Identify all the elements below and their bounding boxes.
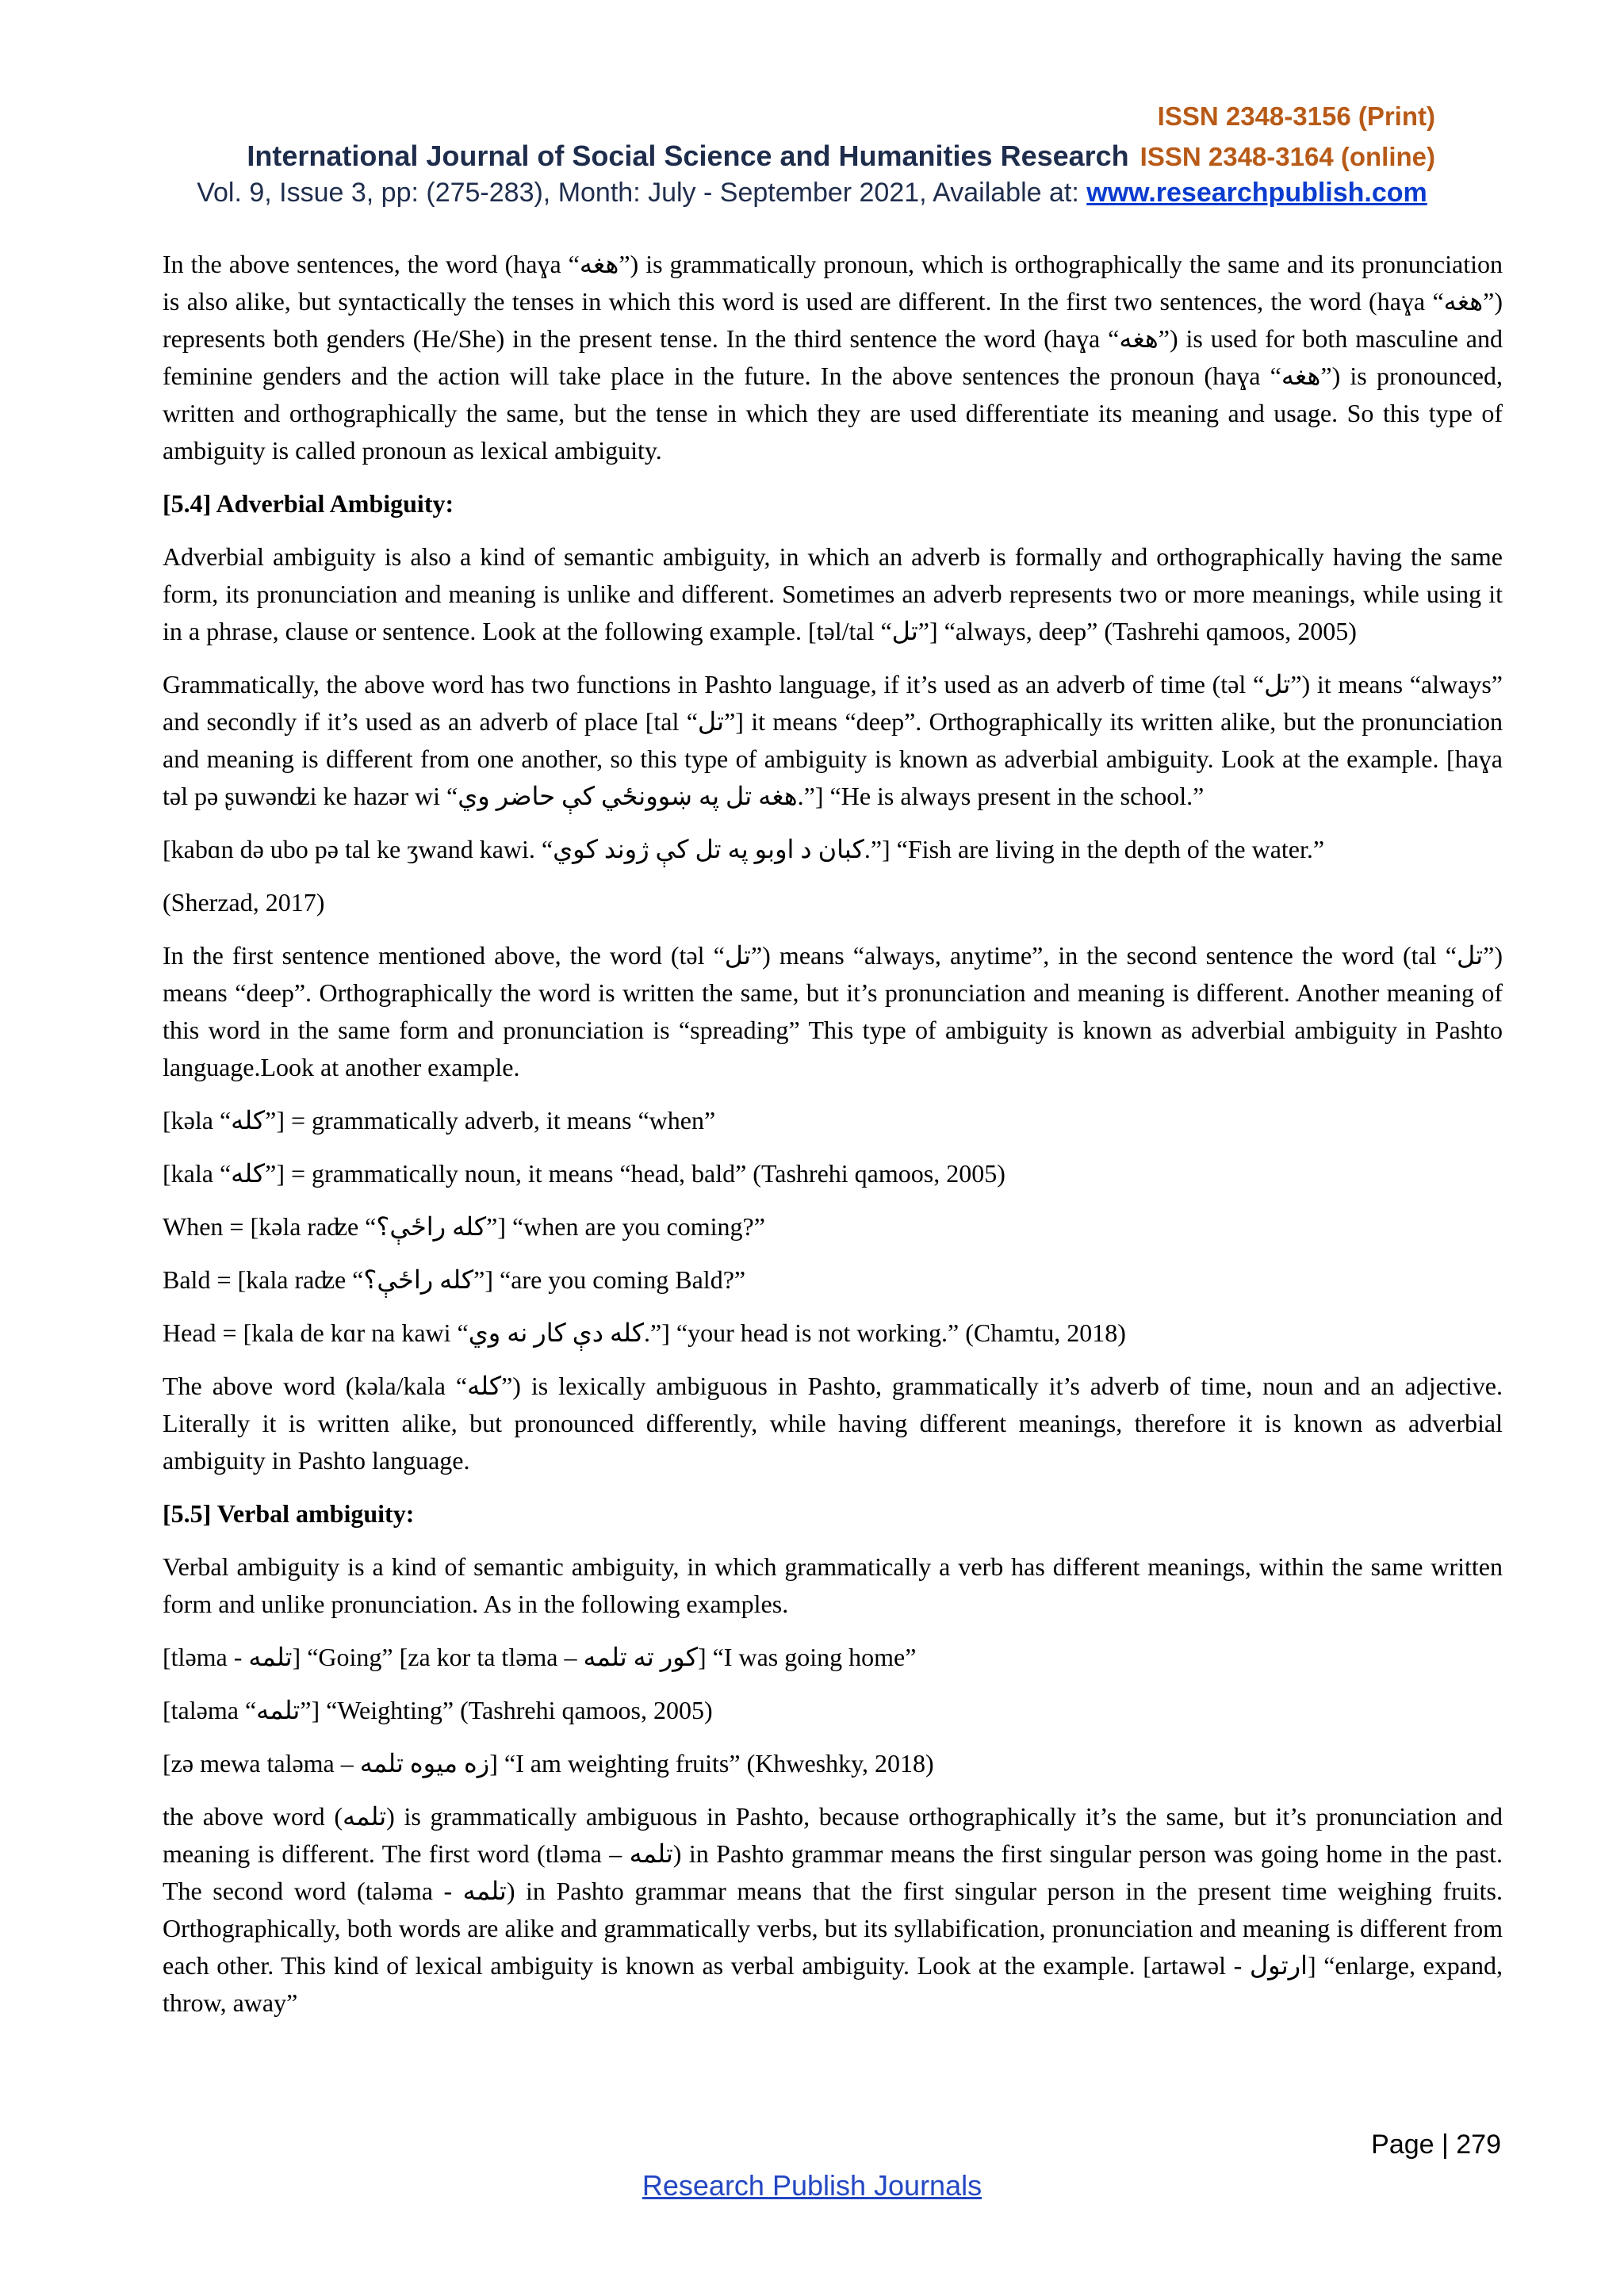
paragraph: The above word (kəla/kala “کله”) is lexically ambiguous in Pashto, grammatically it’s adverb of time, noun and an adjective. Literally it is written alike, but pronounced differently, while having different meanings, therefore it is known as adverbial ambiguity in Pashto language.: [163, 1372, 1503, 1475]
volume-info: Vol. 9, Issue 3, pp: (275-283), Month: July - September 2021, Available at:: [197, 178, 1087, 208]
paragraph: Grammatically, the above word has two functions in Pashto language, if it’s used as an adverb of time (təl “تل”) it means “always” and secondly if it’s used as an adverb of place [tal “تل”] it means “deep”. Orthographically its written alike, but the pronunciation and meaning is different from one another, so this type of ambiguity is known as adverbial ambiguity. Look at the example. [haɣa təl pə ʂuwənʣi ke hazər wi “هغه تل په ښوونځي کې حاضر وي.”] “He is always present in the school.”: [163, 670, 1503, 810]
paragraph: Verbal ambiguity is a kind of semantic ambiguity, in which grammatically a verb has different meanings, within the same written form and unlike pronunciation. As in the following examples.: [163, 1552, 1503, 1618]
paragraph: In the above sentences, the word (haɣa “هغه”) is grammatically pronoun, which is orthographically the same and its pronunciation is also alike, but syntactically the tenses in which this word is used are different. In the first two sentences, the word (haɣa “هغه”) represents both genders (He/She) in the present tense. In the third sentence the word (haɣa “هغه”) is used for both masculine and feminine genders and the action will take place in the future. In the above sentences the pronoun (haɣa “هغه”) is pronounced, written and orthographically the same, but the tense in which they are used differentiate its meaning and usage. So this type of ambiguity is called pronoun as lexical ambiguity.: [163, 250, 1503, 465]
example-line: [zə mewa taləma – زه میوه تلمه] “I am weighting fruits” (Khweshky, 2018): [163, 1749, 934, 1777]
website-link[interactable]: www.researchpublish.com: [1086, 178, 1427, 208]
section-heading-adverbial: [5.4] Adverbial Ambiguity:: [163, 489, 454, 518]
example-line: [taləma “تلمه”] “Weighting” (Tashrehi qamoos, 2005): [163, 1696, 713, 1724]
paragraph: the above word (تلمه) is grammatically ambiguous in Pashto, because orthographically it’s the same, but it’s pronunciation and meaning is different. The first word (tləma – تلمه) in Pashto grammar means the first singular person was going home in the past. The second word (taləma - تلمه) in Pashto grammar means that the first singular person in the present time weighing fruits. Orthographically, both words are alike and grammatically verbs, but its syllabification, pronunciation and meaning is different from each other. This kind of lexical ambiguity is known as verbal ambiguity. Look at the example. [artawəl - ارتول] “enlarge, expand, throw, away”: [163, 1802, 1503, 2017]
journal-title: International Journal of Social Science and Humanities Research: [247, 140, 1129, 172]
footer: [0, 2169, 1624, 2202]
volume-info-line: [0, 178, 1624, 209]
example-line: Bald = [kala raʣe “کله راځې؟”] “are you coming Bald?”: [163, 1265, 746, 1294]
paragraph: In the first sentence mentioned above, the word (təl “تل”) means “always, anytime”, in the second sentence the word (tal “تل”) means “deep”. Orthographically the word is written the same, but it’s pronunciation and meaning is different. Another meaning of this word in the same form and pronunciation is “spreading” This type of ambiguity is known as adverbial ambiguity in Pashto language.Look at another example.: [163, 941, 1503, 1081]
section-heading-verbal: [5.5] Verbal ambiguity:: [163, 1499, 415, 1528]
page-number: Page | 279: [1371, 2130, 1501, 2160]
issn-print: ISSN 2348-3156 (Print): [1157, 101, 1435, 131]
issn-online: ISSN 2348-3164 (online): [1139, 142, 1435, 171]
example-line: [kala “کله”] = grammatically noun, it means “head, bald” (Tashrehi qamoos, 2005): [163, 1159, 1005, 1188]
example-line: [kabɑn də ubo pə tal ke ʒwand kawi. “کبان د اوبو په تل کې ژوند کوي.”] “Fish are living in the depth of the water.”: [163, 835, 1325, 863]
publisher-link[interactable]: Research Publish Journals: [642, 2169, 982, 2202]
example-line: [kəla “کله”] = grammatically adverb, it means “when”: [163, 1106, 716, 1135]
example-line: Head = [kala de kɑr na kawi “کله دې کار نه وي.”] “your head is not working.” (Chamtu, 2018): [163, 1318, 1126, 1347]
citation-line: (Sherzad, 2017): [163, 888, 325, 916]
paragraph: Adverbial ambiguity is also a kind of semantic ambiguity, in which an adverb is formally and orthographically having the same form, its pronunciation and meaning is unlike and different. Sometimes an adverb represents two or more meanings, while using it in a phrase, clause or sentence. Look at the following example. [təl/tal “تل”] “always, deep” (Tashrehi qamoos, 2005): [163, 542, 1503, 645]
example-line: [tləma - تلمه] “Going” [za kor ta tləma – کور ته تلمه] “I was going home”: [163, 1643, 917, 1671]
article-body: [163, 246, 1503, 2038]
journal-title-line: [247, 140, 1435, 173]
example-line: When = [kəla raʣe “کله راځې؟”] “when are you coming?”: [163, 1212, 765, 1241]
